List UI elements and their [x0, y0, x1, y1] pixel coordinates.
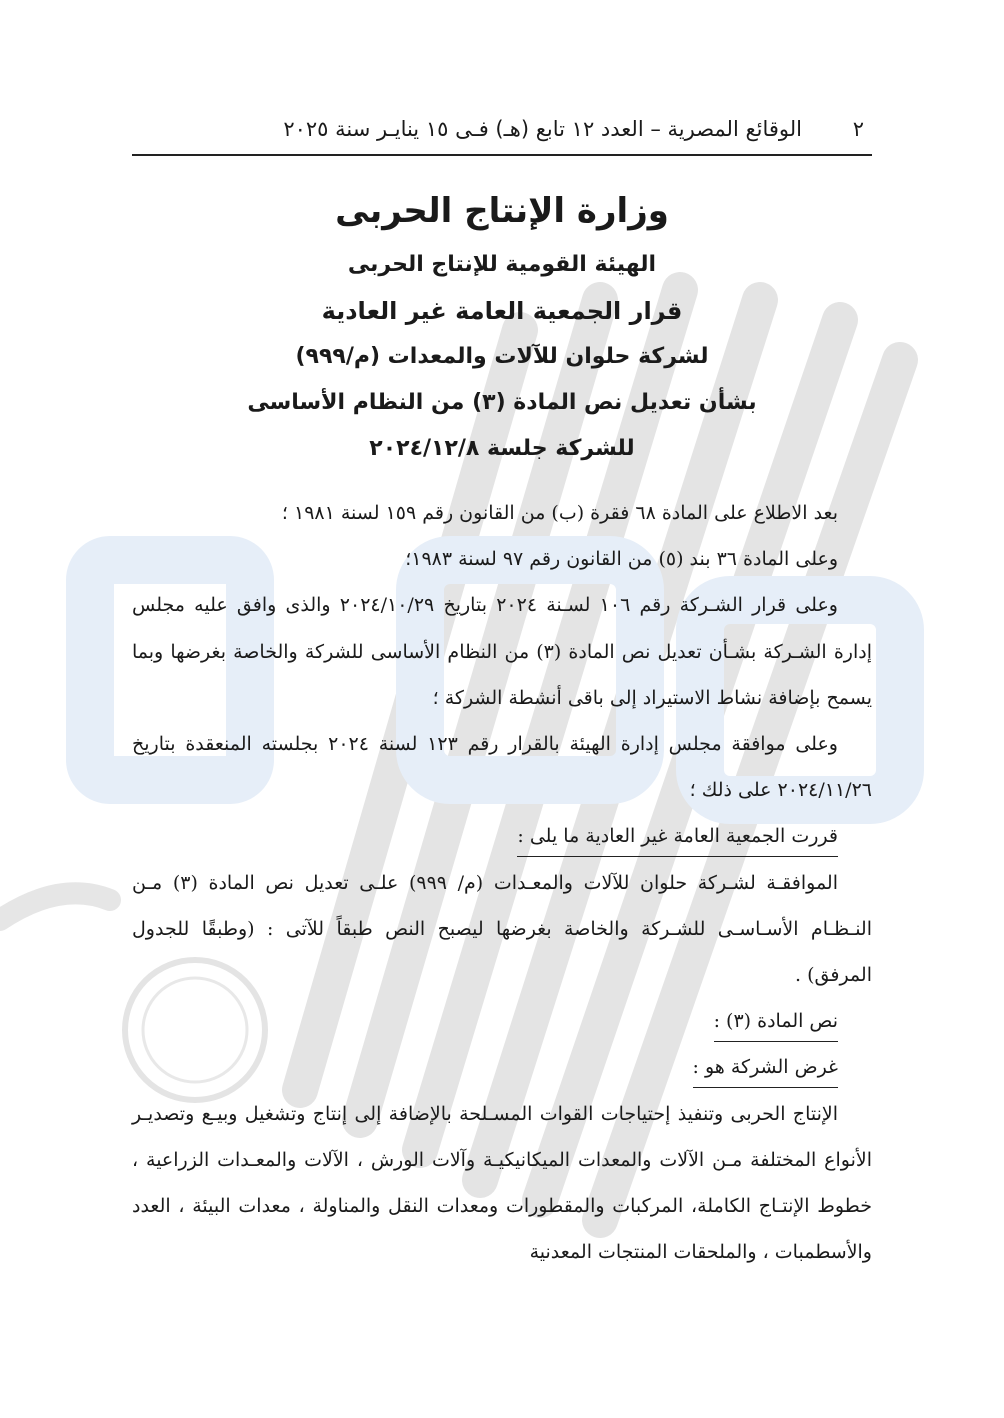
- decision-body: [132, 490, 872, 1275]
- paragraph: الإنتاج الحربى وتنفيذ إحتياجات القوات المسـلحة بالإضافة إلى إنتاج وتشغيل وبيـع وتصديـر الأنواع المختلفة مـن الآلات والمعدات الميكانيكيـة وآلات الورش ، الآلات والمعـدات الزراعية ، خطوط الإنتـاج الكاملة، المركبات والمقطورات ومعدات النقل والمناولة ، معدات البيئة ، العدد والأسطمبات ، والملحقات المنتجات المعدنية: [132, 1102, 872, 1264]
- title-block: [132, 180, 872, 472]
- subject-title: بشأن تعديل نص المادة (٣) من النظام الأساسى: [247, 390, 757, 415]
- authority-title: الهيئة القومية للإنتاج الحربى: [347, 252, 657, 277]
- paragraph: وعلى موافقة مجلس إدارة الهيئة بالقرار رقم ١٢٣ لسنة ٢٠٢٤ بجلسته المنعقدة بتاريخ ٢٠٢٤/١١/٢٦ على ذلك ؛: [132, 733, 872, 802]
- paragraph: الموافقـة لشـركة حلوان للآلات والمعـدات (م/ ٩٩٩) علـى تعديل نص المادة (٣) مـن النـظـام الأسـاسـى للشـركة والخاصة بغرضها ليصبح النص طبقاً للآتى : (وطبقًا للجدول المرفق) .: [132, 871, 872, 987]
- session-title: للشركة جلسة ٢٠٢٤/١٢/٨: [369, 436, 635, 461]
- page-number: ٢: [852, 117, 864, 141]
- paragraph: وعلى قرار الشـركة رقم ١٠٦ لسـنة ٢٠٢٤ بتاريخ ٢٠٢٤/١٠/٢٩ والذى وافق عليه مجلس إدارة الشـركة بشـأن تعديل نص المادة (٣) من النظام الأساسى للشركة والخاصة بغرضها وبما يسمح بإضافة نشاط الاستيراد إلى باقى أنشطة الشركة ؛: [132, 594, 872, 709]
- header-text: الوقائع المصرية – العدد ١٢ تابع (هـ) فـى ١٥ ينايـر سنة ٢٠٢٥: [283, 117, 802, 141]
- gazette-header: [132, 108, 872, 156]
- decision-title: قرار الجمعية العامة غير العادية: [321, 297, 683, 325]
- paragraph: وعلى المادة ٣٦ بند (٥) من القانون رقم ٩٧ لسنة ١٩٨٣؛: [405, 548, 838, 571]
- article-label: نص المادة (٣) :: [714, 1001, 838, 1042]
- company-title: لشركة حلوان للآلات والمعدات (م/٩٩٩): [295, 344, 709, 369]
- ministry-title: وزارة الإنتاج الحربى: [335, 191, 669, 231]
- purpose-label: غرض الشركة هو :: [693, 1047, 838, 1088]
- paragraph: بعد الاطلاع على المادة ٦٨ فقرة (ب) من القانون رقم ١٥٩ لسنة ١٩٨١ ؛: [281, 502, 838, 524]
- decided-label: قررت الجمعية العامة غير العادية ما يلى :: [517, 816, 838, 857]
